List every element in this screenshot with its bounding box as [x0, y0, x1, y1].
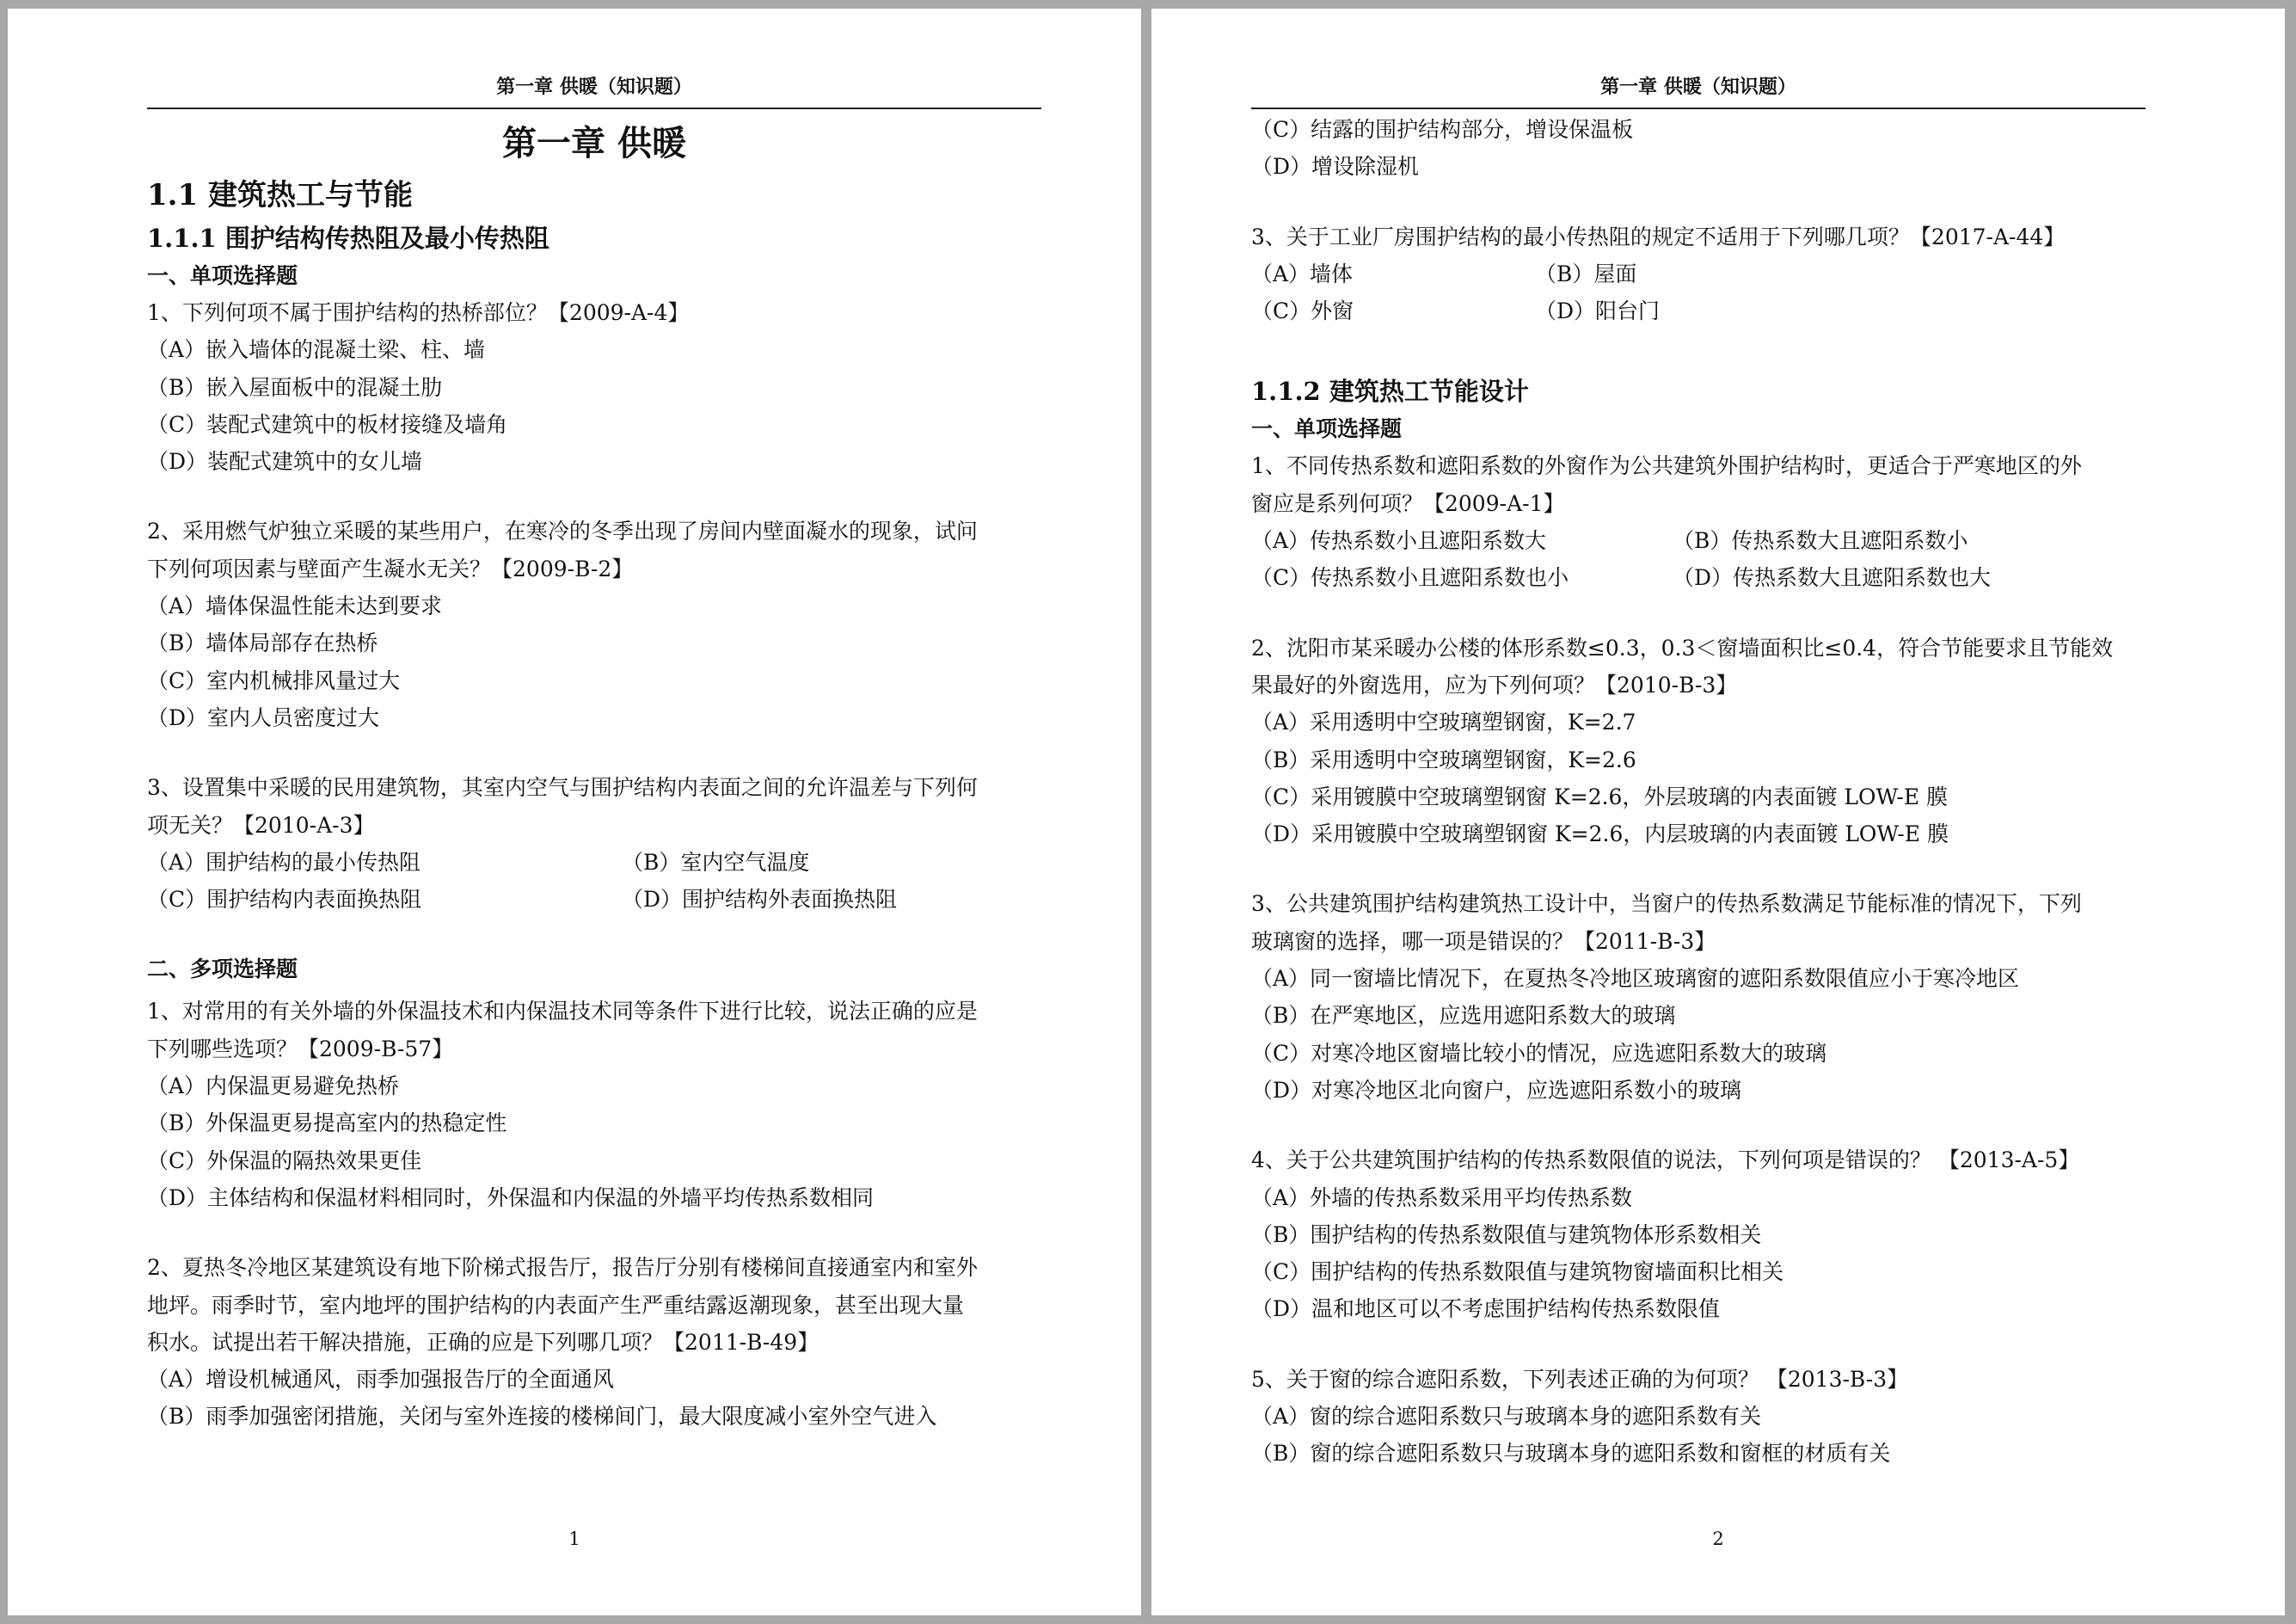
- option: （D）装配式建筑中的女儿墙: [147, 449, 423, 475]
- page-number: 2: [1712, 1529, 1724, 1549]
- option: （B）采用透明中空玻璃塑钢窗，K=2.6: [1251, 747, 1636, 772]
- section-heading-1-1: 1.1 建筑热工与节能: [147, 178, 413, 212]
- option: （B）室内空气温度: [622, 849, 810, 875]
- option: （A）墙体: [1251, 261, 1354, 286]
- option: （C）外保温的隔热效果更佳: [147, 1147, 422, 1173]
- question-stem: 2、采用燃气炉独立采暖的某些用户，在寒冷的冬季出现了房间内壁面凝水的现象，试问: [147, 519, 978, 544]
- option: （B）在严寒地区，应选用遮阳系数大的玻璃: [1251, 1003, 1676, 1029]
- question-stem: 下列哪些选项？【2009-B-57】: [147, 1036, 454, 1061]
- question-block: [1251, 1361, 2146, 1473]
- option: （B）雨季加强密闭措施，关闭与室外连接的楼梯间门，最大限度减小室外空气进入: [147, 1404, 937, 1430]
- question-stem: 3、公共建筑围护结构建筑热工设计中，当窗户的传热系数满足节能标准的情况下，下列: [1251, 891, 2082, 917]
- option: （C）围护结构的传热系数限值与建筑物窗墙面积比相关: [1251, 1259, 1784, 1285]
- page-number: 1: [568, 1529, 580, 1549]
- question-block: [1251, 447, 2146, 596]
- running-header: 第一章 供暖（知识题）: [1251, 74, 2146, 109]
- question-stem: 下列何项因素与壁面产生凝水无关？【2009-B-2】: [147, 556, 634, 581]
- option: （D）围护结构外表面换热阻: [622, 887, 898, 913]
- option: （C）结露的围护结构部分，增设保温板: [1251, 117, 1634, 142]
- option: （A）传热系数小且遮阳系数大: [1251, 528, 1547, 554]
- running-header: 第一章 供暖（知识题）: [147, 74, 1041, 109]
- question-stem: 积水。试提出若干解决措施，正确的应是下列哪几项？【2011-B-49】: [147, 1329, 820, 1355]
- question-block: [147, 993, 1041, 1216]
- option: （C）装配式建筑中的板材接缝及墙角: [147, 411, 508, 437]
- option: （C）传热系数小且遮阳系数也小: [1251, 565, 1569, 591]
- question-stem: 5、关于窗的综合遮阳系数，下列表述正确的为何项？ 【2013-B-3】: [1251, 1366, 1909, 1392]
- question-stem: 3、设置集中采暖的民用建筑物，其室内空气与围护结构内表面之间的允许温差与下列何: [147, 775, 978, 801]
- question-stem: 果最好的外窗选用，应为下列何项？【2010-B-3】: [1251, 672, 1738, 698]
- question-block: [1251, 630, 2146, 853]
- document-page-1: [8, 9, 1141, 1615]
- section-heading-1-1-1: 1.1.1 围护结构传热阻及最小传热阻: [147, 224, 549, 253]
- option: （C）采用镀膜中空玻璃塑钢窗 K=2.6，外层玻璃的内表面镀 LOW-E 膜: [1251, 784, 1949, 809]
- question-block: [147, 1249, 1041, 1435]
- question-stem: 地坪。雨季时节，室内地坪的围护结构的内表面产生严重结露返潮现象，甚至出现大量: [147, 1292, 965, 1318]
- option: （B）传热系数大且遮阳系数小: [1673, 528, 1968, 554]
- option: （B）嵌入屋面板中的混凝土肋: [147, 374, 443, 400]
- question-stem: 1、下列何项不属于围护结构的热桥部位？【2009-A-4】: [147, 300, 690, 325]
- option: （A）嵌入墙体的混凝土梁、柱、墙: [147, 337, 486, 363]
- option: （D）采用镀膜中空玻璃塑钢窗 K=2.6，内层玻璃的内表面镀 LOW-E 膜: [1251, 821, 1949, 847]
- option: （B）屋面: [1535, 261, 1637, 286]
- question-stem: 项无关？【2010-A-3】: [147, 812, 375, 838]
- single-choice-heading: 一、单项选择题: [1251, 416, 1403, 442]
- option: （B）围护结构的传热系数限值与建筑物体形系数相关: [1251, 1221, 1762, 1247]
- question-block: [147, 513, 1041, 736]
- question-stem: 1、不同传热系数和遮阳系数的外窗作为公共建筑外围护结构时，更适合于严寒地区的外: [1251, 453, 2082, 479]
- question-stem: 窗应是系列何项？【2009-A-1】: [1251, 490, 1565, 516]
- option: （D）室内人员密度过大: [147, 704, 380, 730]
- document-page-2: [1151, 9, 2285, 1615]
- option: （A）同一窗墙比情况下，在夏热冬冷地区玻璃窗的遮阳系数限值应小于寒冷地区: [1251, 966, 2020, 992]
- multi-choice-heading: 二、多项选择题: [147, 957, 298, 982]
- question-stem: 3、关于工业厂房围护结构的最小传热阻的规定不适用于下列哪几项？【2017-A-44】: [1251, 224, 2066, 249]
- option: （A）增设机械通风，雨季加强报告厅的全面通风: [147, 1367, 615, 1393]
- option: （D）传热系数大且遮阳系数也大: [1673, 565, 1992, 591]
- option: （D）主体结构和保温材料相同时，外保温和内保温的外墙平均传热系数相同: [147, 1184, 875, 1210]
- option: （D）温和地区可以不考虑围护结构传热系数限值: [1251, 1296, 1721, 1322]
- option: （C）对寒冷地区窗墙比较小的情况，应选遮阳系数大的玻璃: [1251, 1040, 1827, 1066]
- question-stem: 4、关于公共建筑围护结构的传热系数限值的说法，下列何项是错误的？ 【2013-A-5】: [1251, 1147, 2080, 1173]
- option: （C）室内机械排风量过大: [147, 667, 401, 693]
- question-stem: 2、沈阳市某采暖办公楼的体形系数≤0.3，0.3＜窗墙面积比≤0.4，符合节能要求且节能效: [1251, 635, 2114, 661]
- option: （B）窗的综合遮阳系数只与玻璃本身的遮阳系数和窗框的材质有关: [1251, 1441, 1891, 1467]
- question-block: [1251, 218, 2146, 330]
- chapter-title: 第一章 供暖: [502, 123, 686, 163]
- option: （A）采用透明中空玻璃塑钢窗，K=2.7: [1251, 710, 1636, 735]
- option: （B）墙体局部存在热桥: [147, 631, 378, 656]
- question-stem: 1、对常用的有关外墙的外保温技术和内保温技术同等条件下进行比较，说法正确的应是: [147, 999, 978, 1024]
- question-stem: 2、夏热冬冷地区某建筑设有地下阶梯式报告厅，报告厅分别有楼梯间直接通室内和室外: [147, 1255, 978, 1281]
- option: （D）增设除湿机: [1251, 154, 1420, 180]
- option: （A）围护结构的最小传热阻: [147, 849, 421, 875]
- question-block: [147, 294, 1041, 480]
- option: （A）内保温更易避免热桥: [147, 1073, 400, 1099]
- question-block: [1251, 1141, 2146, 1327]
- option: （A）外墙的传热系数采用平均传热系数: [1251, 1184, 1633, 1210]
- option: （C）外窗: [1251, 298, 1354, 324]
- section-heading-1-1-2: 1.1.2 建筑热工节能设计: [1251, 377, 1529, 407]
- option: （D）对寒冷地区北向窗户，应选遮阳系数小的玻璃: [1251, 1077, 1742, 1103]
- question-block: [1251, 885, 2146, 1109]
- single-choice-heading: 一、单项选择题: [147, 263, 298, 288]
- option: （D）阳台门: [1535, 298, 1661, 324]
- option: （C）围护结构内表面换热阻: [147, 887, 422, 913]
- option: （B）外保温更易提高室内的热稳定性: [147, 1110, 507, 1136]
- question-stem: 玻璃窗的选择，哪一项是错误的？【2011-B-3】: [1251, 928, 1716, 954]
- question-block: [147, 769, 1041, 918]
- option: （A）窗的综合遮阳系数只与玻璃本身的遮阳系数有关: [1251, 1404, 1762, 1430]
- option: （A）墙体保温性能未达到要求: [147, 594, 443, 619]
